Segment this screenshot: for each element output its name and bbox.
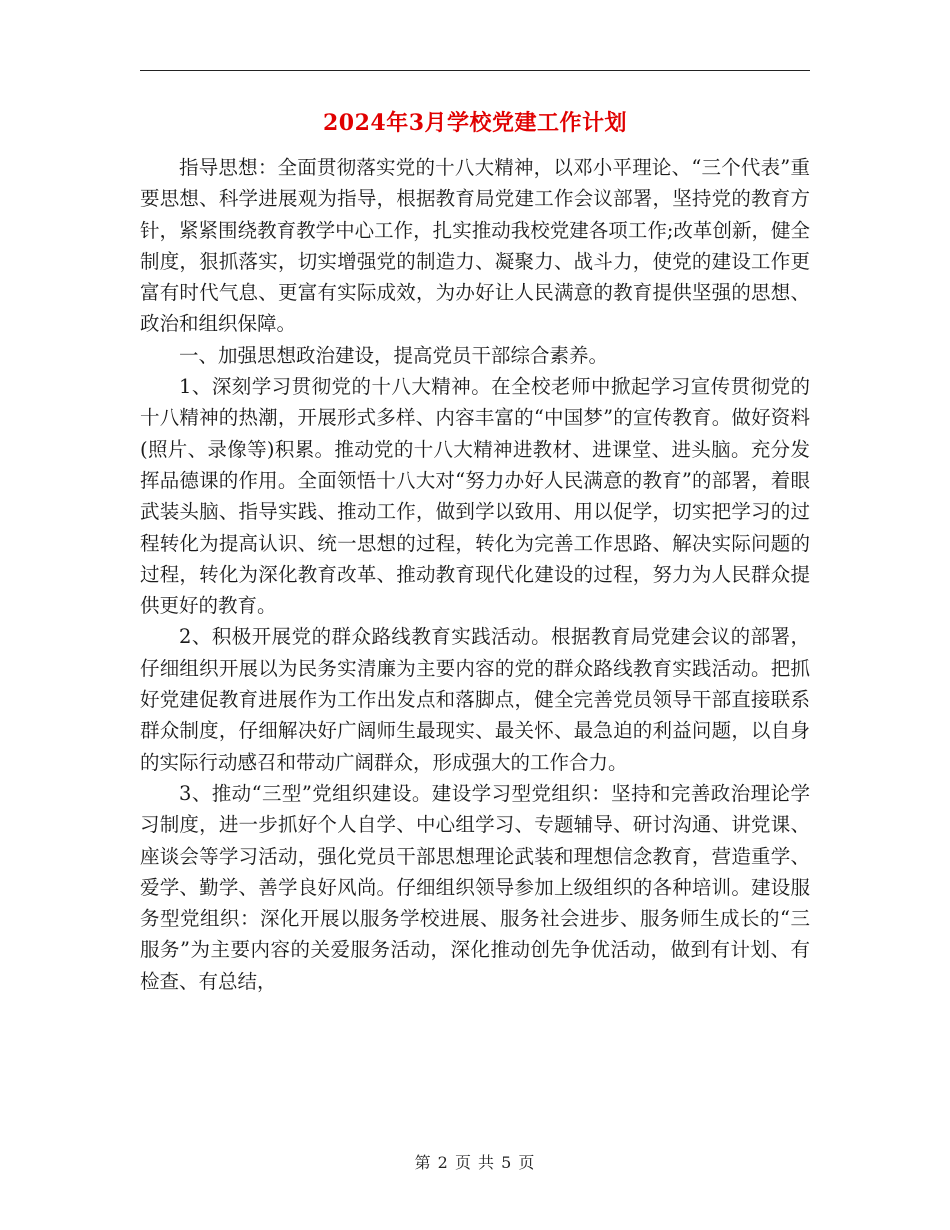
- header-rule: [140, 70, 810, 71]
- page-title: 2024年3月学校党建工作计划: [322, 110, 628, 136]
- document-body: [140, 152, 810, 997]
- page-number: 第 2 页 共 5 页: [414, 1153, 536, 1172]
- paragraph-guiding-ideology: 指导思想：全面贯彻落实党的十八大精神，以邓小平理论、“三个代表”重要思想、科学进展观为指导，根据教育局党建工作会议部署，坚持党的教育方针，紧紧围绕教育教学中心工作，扎实推动我校党建各项工作;改革创新，健全制度，狠抓落实，切实增强党的制造力、凝聚力、战斗力，使党的建设工作更富有时代气息、更富有实际成效，为办好让人民满意的教育提供坚强的思想、政治和组织保障。: [140, 156, 810, 336]
- section-heading-1: 一、加强思想政治建设，提高党员干部综合素养。: [179, 343, 609, 367]
- paragraph-item-2: 2、积极开展党的群众路线教育实践活动。根据教育局党建会议的部署，仔细组织开展以为民务实清廉为主要内容的党的群众路线教育实践活动。把抓好党建促教育进展作为工作出发点和落脚点，健全完善党员领导干部直接联系群众制度，仔细解决好广阔师生最现实、最关怀、最急迫的利益问题，以自身的实际行动感召和带动广阔群众，形成强大的工作合力。: [140, 625, 810, 774]
- paragraph-item-1: 1、深刻学习贯彻党的十八大精神。在全校老师中掀起学习宣传贯彻党的十八精神的热潮，开展形式多样、内容丰富的“中国梦”的宣传教育。做好资料(照片、录像等)积累。推动党的十八大精神进教材、进课堂、进头脑。充分发挥品德课的作用。全面领悟十八大对“努力办好人民满意的教育”的部署，着眼武装头脑、指导实践、推动工作，做到学以致用、用以促学，切实把学习的过程转化为提高认识、统一思想的过程，转化为完善工作思路、解决实际问题的过程，转化为深化教育改革、推动教育现代化建设的过程，努力为人民群众提供更好的教育。: [140, 375, 810, 618]
- paragraph-item-3: 3、推动“三型”党组织建设。建设学习型党组织：坚持和完善政治理论学习制度，进一步抓好个人自学、中心组学习、专题辅导、研讨沟通、讲党课、座谈会等学习活动，强化党员干部思想理论武装和理想信念教育，营造重学、爱学、勤学、善学良好风尚。仔细组织领导参加上级组织的各种培训。建设服务型党组织：深化开展以服务学校进展、服务社会进步、服务师生成长的“三服务”为主要内容的关爱服务活动，深化推动创先争优活动，做到有计划、有检查、有总结，: [140, 781, 810, 993]
